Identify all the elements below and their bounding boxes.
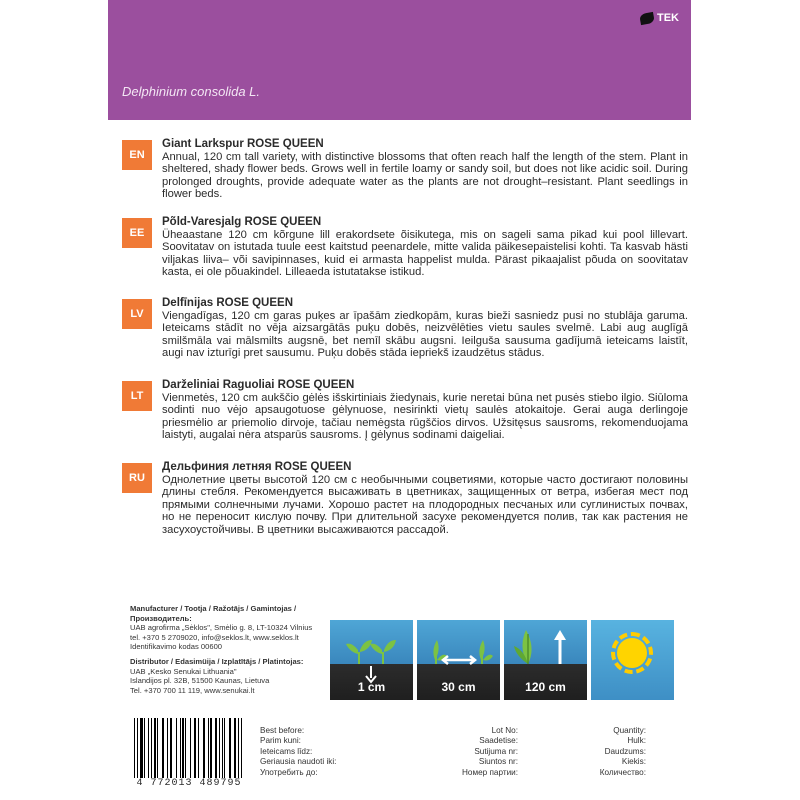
section-text-en: Annual, 120 cm tall variety, with distinctive blossoms that often reach half the length of the stem. Plant in sheltered, shady flower beds. Grows well in fertile loamy or sandy soil, but does not like acidic soil. During prolonged droughts, provide adequate water as the plants are not drought–resistant. Plant seedlings in flower beds. <box>162 150 688 201</box>
leaf-icon <box>639 11 655 24</box>
distributor-line: Islandijos pl. 32B, 51500 Kaunas, Lietuva <box>130 676 270 686</box>
field-label: Ieteicams līdz: <box>260 746 313 756</box>
field-label: Parim kuni: <box>260 736 301 746</box>
lot-fields <box>398 726 518 778</box>
barcode-number: 4 772013 489795 <box>136 778 242 789</box>
sun-icon <box>591 620 674 700</box>
field-label: Siuntos nr: <box>478 757 518 767</box>
field-label: Geriausia naudoti iki: <box>260 757 337 767</box>
height-icon <box>504 620 587 700</box>
field-label: Kiekis: <box>621 757 646 767</box>
section-title-lt: Darželiniai Raguoliai ROSE QUEEN <box>162 379 355 391</box>
header-band <box>108 0 691 120</box>
manufacturer-block <box>130 604 350 652</box>
field-label: Lot No: <box>491 726 518 735</box>
section-text-ee: Üheaastane 120 cm kõrgune lill erakordsete õisikutega, mis on sageli sama pikad kui pool lillevart. Soovitatav on istutada tuule eest kaitstud peenardele, mitte valida päikesepaistelisi kohti. Ta kasvab hästi viljakas liiva– või savipinnases, kuid ei armasta happelist mulda. Pärast pikaajalist põuda on soovitatav kasta, ei ole põuakindel. Lilleaeda istutatakse istikud. <box>162 228 688 279</box>
distributor-block <box>130 657 350 695</box>
brand-logo <box>640 12 679 24</box>
sowing-depth-icon <box>330 620 413 700</box>
height-caption: 120 cm <box>525 680 566 694</box>
brand-logo-text: TEK <box>657 12 679 24</box>
manufacturer-line: Identifikavimo kodas 00600 <box>130 642 223 652</box>
field-label: Количество: <box>599 767 646 777</box>
section-title-ee: Põld-Varesjalg ROSE QUEEN <box>162 216 322 228</box>
language-badge-en: EN <box>122 140 152 170</box>
section-title-ru: Дельфиния летняя ROSE QUEEN <box>162 461 352 473</box>
manufacturer-line: UAB agrofirma „Sėklos", Smėlio g. 8, LT-10324 Vilnius <box>130 623 313 633</box>
language-badge-lt: LT <box>122 381 152 411</box>
language-badge-ru: RU <box>122 463 152 493</box>
field-label: Daudzums: <box>604 746 646 756</box>
field-label: Номер партии: <box>461 767 518 777</box>
sowing-depth-caption: 1 cm <box>357 680 386 694</box>
field-label: Quantity: <box>613 726 646 735</box>
field-label: Best before: <box>260 726 305 735</box>
section-text-lt: Vienmetės, 120 cm aukščio gėlės išskirtiniais žiedynais, kurie neretai būna net pusės stiebo ilgio. Siūloma sodinti nuo vėjo apsaugotuose gėlynuose, nesirinkti vietų saulės atokaitoje. Gerai auga derlingoje priesmėlio ar priemolio dirvoje, tačiau nemėgsta rūgščios dirvos. Užsitęsus sausroms, rekomenduojama laistyti, augalai nėra atsparūs sausroms. Į gėlynus sodinami daigeliai. <box>162 391 688 442</box>
barcode <box>130 718 248 788</box>
manufacturer-heading: Manufacturer / Tootja / Ražotājs / Gamintojas / Производитель: <box>130 604 297 623</box>
distributor-line: Tel. +370 700 11 119, www.senukai.lt <box>130 685 255 695</box>
quantity-fields <box>528 726 646 778</box>
field-label: Saadetise: <box>479 736 518 746</box>
distributor-heading: Distributor / Edasimüija / Izplatītājs / Platintojas: <box>130 657 304 666</box>
manufacturer-line: tel. +370 5 2709020, info@seklos.lt, www.seklos.lt <box>130 632 299 642</box>
section-text-ru: Однолетние цветы высотой 120 см с необычными соцветиями, которые часто достигают половины длины стебля. Рекомендуется высаживать в цветниках, защищенных от ветра, избегая мест под прямыми солнечными лучами. Хорошо растет на плодородных песчаных или суглинистых почвах, но не переносит кислую почву. При длительной засухе рекомендуется полив, так как растения не засухоустойчивы. В цветники высаживаются рассадой. <box>162 473 688 536</box>
section-title-lv: Delfīnijas ROSE QUEEN <box>162 297 294 309</box>
field-label: Употребить до: <box>260 767 318 777</box>
distributor-line: UAB „Kesko Senukai Lithuania" <box>130 666 237 676</box>
language-badge-lv: LV <box>122 299 152 329</box>
seed-packet-back <box>108 0 691 800</box>
spacing-caption: 30 cm <box>441 680 476 694</box>
language-badge-ee: EE <box>122 218 152 248</box>
barcode-bars <box>134 718 244 778</box>
spacing-icon <box>417 620 500 700</box>
section-text-lv: Viengadīgas, 120 cm garas puķes ar īpašām ziedkopām, kuras bieži sasniedz pusi no stublāja garuma. Ieteicams stādīt no vēja aizsargātās puķu dobēs, neizvēlēties vietu saules svelmē. Labi aug auglīgā smilšmāla vai mālsmilts augsnē, bet nemīl skābu augsni. Ieilguša sausuma gadījumā ieteicams laistīt, augi nav izturīgi pret sausumu. Puķu dobēs stāda iepriekš izaudzētus stādus. <box>162 309 688 360</box>
latin-name: Delphinium consolida L. <box>122 84 261 99</box>
best-before-fields <box>260 726 370 778</box>
planting-icons <box>330 620 688 700</box>
field-label: Hulk: <box>627 736 646 746</box>
section-title-en: Giant Larkspur ROSE QUEEN <box>162 138 324 150</box>
field-label: Sutijuma nr: <box>474 746 518 756</box>
